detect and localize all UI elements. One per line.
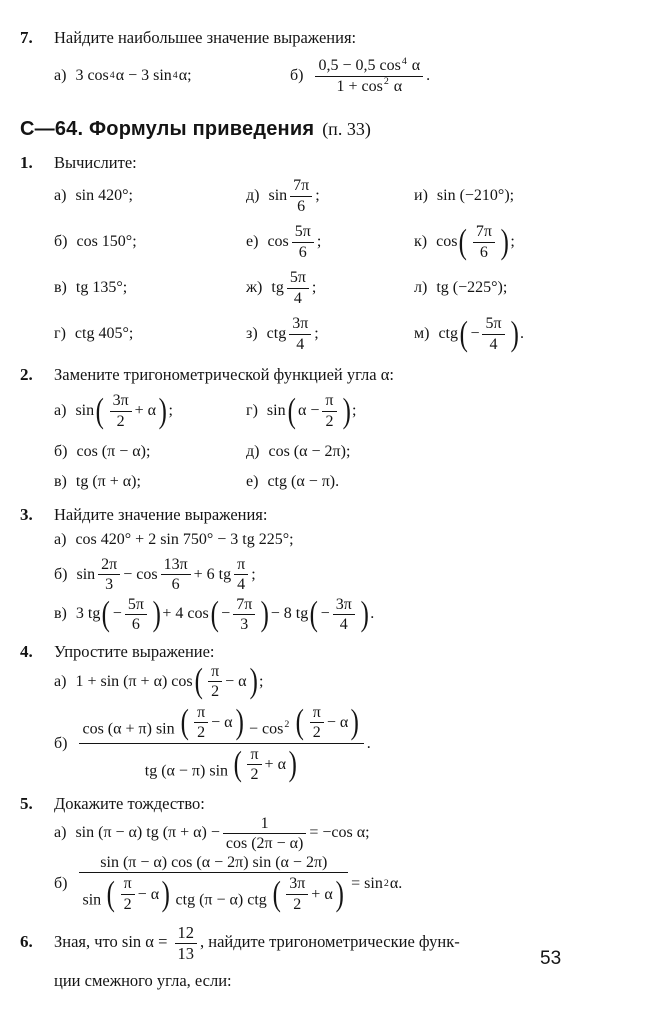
problem-row [54,219,612,265]
item-label: а) [54,672,67,690]
paren-content: − $\frac{5\pi}{6}$ [112,595,151,635]
fraction-denominator: 2 [194,722,208,741]
problem-title: Найдите наибольшее значение выражения: [54,28,357,47]
item-formula: cos (α − 2π); [268,443,351,460]
fraction [289,315,311,353]
paren-group [232,745,298,785]
fraction-denominator: 6 [290,196,312,215]
fraction [234,556,248,594]
problem-head [20,28,612,48]
item-formula: cos $\frac{5\pi}{6}$ ; [267,223,322,261]
item-label: в) [54,605,67,623]
problem-item [54,595,374,635]
fraction [110,392,132,430]
problem-item [246,268,414,308]
item-formula: cos (π − α); [76,443,151,460]
problem-item [54,67,290,85]
right-paren-icon: ) [152,594,161,633]
problem-title: Вычислите: [54,153,137,172]
right-paren-icon: ) [161,874,170,913]
problem-title: Найдите значение выражения: [54,505,268,524]
fraction-numerator: 3π [289,875,306,893]
section-title: С—64. Формулы приведения [20,118,315,140]
problem-row [54,173,612,219]
left-paren-icon: ( [287,391,296,430]
left-paren-icon: ( [101,594,111,633]
paren-group [294,703,360,743]
fraction [98,556,120,594]
item-formula: tg 135°; [75,279,128,296]
item-formula: ctg 405°; [74,325,134,342]
fraction-denominator: sin ( $\frac{\pi}{2}$ − α ) ctg (π − α) ctg ( $\frac{3\pi}{2}$ + α ) [79,872,348,914]
problem-body [54,173,612,357]
fraction-numerator: π [312,703,321,721]
fraction-denominator: cos (2π − α) [223,833,306,852]
problem-7 [20,28,612,104]
fraction-numerator: 5π [289,269,306,287]
item-formula: cos (α + π) sin ( $\frac{\pi}{2}$ − α ) − $\cos^2$ ( $\frac{\pi}{2}$ − α ) tg (α − π) sin ( $\frac{\pi}{2}$ + α ) . [76,702,370,786]
item-label: а) [54,402,67,419]
fraction [208,663,222,701]
problem-4 [20,642,612,786]
paren-content: − $\frac{3\pi}{4}$ [320,595,359,635]
left-paren-icon: ( [459,222,468,261]
item-formula: 3 tg ( − $\frac{5\pi}{6}$ ) + 4 cos ( − $\frac{7\pi}{3}$ ) − 8 tg ( − $\frac{3\pi}{4}$ ) . [75,594,375,633]
problem-number: 6. [20,932,33,952]
item-formula: ctg (α − π). [267,473,340,490]
problem-head [20,923,612,997]
fraction [233,596,255,634]
item-formula: sin $\frac{2\pi}{3}$ − cos $\frac{13\pi}{6}$ + 6 tg $\frac{\pi}{4}$ ; [76,556,256,594]
problem-row [54,311,612,357]
item-label: б) [54,233,68,250]
problem-title: Упростите выражение: [54,642,215,662]
left-paren-icon: ( [295,702,305,741]
problem-item [246,314,414,354]
section-note: (п. 33) [322,119,371,139]
problem-number: 4. [20,642,33,662]
problem-item [246,222,414,262]
fraction [482,315,504,353]
item-label: ж) [246,279,263,296]
item-formula: sin (−210°); [436,187,515,204]
fraction-numerator: 5π [127,595,144,613]
item-label: в) [54,279,67,296]
problem-row [54,48,612,104]
problem-row [54,702,612,786]
fraction-denominator: 3 [98,574,120,593]
problem-item [54,325,246,343]
fraction-denominator: 4 [333,614,355,633]
right-paren-icon: ) [260,594,270,633]
problem-3 [20,505,612,634]
fraction [121,875,135,913]
left-paren-icon: ( [194,662,203,701]
item-label: е) [246,473,259,490]
item-label: г) [246,402,258,419]
problem-number: 1. [20,153,33,172]
problem-item [246,473,339,491]
fraction [310,704,324,742]
fraction-denominator: 2 [286,894,308,913]
fraction [161,556,191,594]
paren-content [469,222,499,262]
problem-head [20,642,612,662]
fraction-denominator: tg (α − π) sin ( $\frac{\pi}{2}$ + α ) [79,743,363,785]
problem-row [54,662,612,702]
paren-content: $\frac{\pi}{2}$ − α [204,662,247,702]
item-label: б) [54,734,68,752]
item-label: и) [414,187,428,204]
item-label: б) [54,443,68,460]
item-formula: tg (π + α); [75,473,141,490]
fraction-numerator: π [123,875,132,893]
fraction-numerator: 5π [294,223,311,241]
paren-content: $\frac{\pi}{2}$ − α [117,874,160,914]
fraction-denominator: 2 [247,764,261,783]
problem-item [54,443,246,461]
right-paren-icon: ) [360,594,369,633]
paren-content: $\frac{\pi}{2}$ − α [306,703,349,743]
left-paren-icon: ( [180,702,189,741]
fraction-denominator: 13 [175,943,198,963]
fraction [322,392,336,430]
fraction-denominator: 4 [289,334,311,353]
problem-paragraph: Зная, что sin α = $\frac{12}{13}$ , найдите тригонометрические функ- ции смежного угла, если: [54,922,460,990]
problem-item [54,555,256,595]
item-label: в) [54,473,67,490]
paren-group [271,874,345,914]
problem-1 [20,153,612,357]
problem-row [54,265,612,311]
problem-head [20,505,612,525]
problem-row [54,467,612,497]
item-formula: $\frac{0,5 - 0,5 \cos^4 \alpha}{1 + \cos^2 \alpha}$ . [312,56,430,96]
item-formula: sin ( α − $\frac{\pi}{2}$ ) ; [266,391,357,430]
item-formula: 1 + sin (π + α) cos ( $\frac{\pi}{2}$ − α ) ; [75,662,264,701]
fraction-denominator: 2 [121,894,135,913]
superscript: 4 [401,55,407,67]
item-label: г) [54,325,66,342]
item-formula: sin (π − α) tg (π + α) − $\frac{1}{\cos (2\pi - \alpha)}$ = −cos α; [75,814,370,852]
item-formula: sin ( $\frac{3\pi}{2}$ + α ) ; [75,391,173,430]
problem-item [246,443,350,461]
fraction-numerator: π [237,556,246,573]
problem-item [54,853,402,915]
fraction [292,223,314,261]
paren-group [209,595,271,635]
problem-body [54,525,612,634]
paren-content: $\frac{\pi}{2}$ − α [190,703,233,743]
paren-content: $\frac{\pi}{2}$ + α [243,745,286,785]
item-formula: tg (−225°); [436,279,508,296]
left-paren-icon: ( [210,594,219,633]
problem-number: 3. [20,505,33,524]
problem-item [54,814,370,854]
problem-item [414,187,514,205]
problem-item [414,314,524,354]
problem-item [54,531,294,549]
fraction-numerator: 5π [485,315,502,333]
fraction [290,177,312,215]
fraction [223,815,306,853]
fraction-denominator: 6 [473,242,495,261]
paren-group [308,595,370,635]
problem-item [54,702,371,786]
paren-content: $\frac{3\pi}{2}$ + α [106,391,157,431]
item-label: к) [414,233,428,250]
problem-number: 5. [20,793,33,813]
fraction-numerator: 13π [163,556,188,573]
paren-group [100,595,162,635]
page-number: 53 [540,948,562,969]
right-paren-icon: ) [342,391,351,430]
fraction-numerator: 2π [101,556,118,573]
problem-row [54,595,612,635]
fraction-denominator: 4 [287,288,309,307]
problem-row [54,853,612,915]
paren-content: α − $\frac{\pi}{2}$ [297,391,340,431]
left-paren-icon: ( [95,391,104,430]
item-label: а) [54,67,67,84]
item-formula: tg $\frac{5\pi}{4}$ ; [271,269,317,307]
problem-item [414,279,507,297]
left-paren-icon: ( [309,594,319,633]
item-formula: cos 150°; [76,233,137,250]
fraction-numerator: 7π [475,223,492,241]
right-paren-icon: ) [350,702,360,741]
fraction-numerator: π [197,703,206,721]
item-label: б) [54,875,68,893]
fraction-denominator: 6 [292,242,314,261]
item-label: б) [54,565,68,583]
fraction-denominator: 4 [234,574,248,593]
fraction-denominator: 6 [125,614,147,633]
item-formula: cos ( $\frac{7\pi}{6}$ ) ; [436,222,515,261]
problem-body [54,48,612,104]
problem-item [54,233,246,251]
fraction [286,875,308,913]
fraction-numerator: 7π [293,177,310,195]
fraction-numerator: 3π [292,315,309,333]
item-formula: 3 cos 4 α − 3 sin 4 α; [75,67,192,84]
fraction-denominator: 2 [310,722,324,741]
right-paren-icon: ) [249,662,258,701]
problem-item [54,391,246,431]
item-formula: sin $\frac{7\pi}{6}$ ; [268,177,320,215]
left-paren-icon: ( [233,745,242,784]
fraction-numerator: π [325,392,334,410]
right-paren-icon: ) [235,702,244,741]
paren-group [179,703,245,743]
left-paren-icon: ( [459,314,468,353]
section-header [20,118,612,141]
paren-content: $\frac{3\pi}{2}$ + α [282,874,333,914]
fraction-denominator: 2 [110,411,132,430]
paren-group [286,391,352,431]
right-paren-icon: ) [158,391,167,430]
problem-item [54,279,246,297]
problem-item [54,662,263,702]
problem-item [246,176,414,216]
paren-content: − $\frac{5\pi}{4}$ [469,314,508,354]
problem-5 [20,794,612,915]
paren-group [105,874,171,914]
fraction [473,223,495,261]
fraction-denominator: 2 [322,411,336,430]
fraction-numerator: π [250,746,259,764]
fraction-denominator: 4 [482,334,504,353]
problem-head [20,365,612,385]
fraction-numerator: 3π [335,595,352,613]
paren-group [193,662,259,702]
item-formula: ctg ( − $\frac{5\pi}{4}$ ) . [438,314,525,353]
problem-item [414,222,515,262]
fraction-denominator: 3 [233,614,255,633]
item-formula: sin (π − α) cos (α − 2π) sin (α − 2π) sin ( $\frac{\pi}{2}$ − α ) ctg (π − α) ctg ( $\frac{3\pi}{2}$ + α ) = sin 2 α. [76,853,402,915]
paren-group [458,314,520,354]
fraction-numerator: 7π [236,595,253,613]
fraction-numerator: π [211,663,220,681]
problem-item [54,187,246,205]
left-paren-icon: ( [272,874,281,913]
right-paren-icon: ) [510,314,519,353]
item-label: а) [54,824,67,842]
content-blocks [20,28,612,997]
problem-row [54,555,612,595]
problem-title: Замените тригонометрической функцией угла α: [54,365,394,384]
fraction-denominator: 2 [208,681,222,700]
problem-row [54,385,612,437]
right-paren-icon: ) [335,874,344,913]
problem-row [54,814,612,854]
fraction [79,854,348,914]
fraction [125,596,147,634]
fraction-numerator: 1 [260,814,269,832]
problem-row [54,525,612,555]
fraction-numerator: sin (π − α) cos (α − 2π) sin (α − 2π) [100,854,328,872]
fraction-denominator: 6 [161,574,191,593]
fraction [287,269,309,307]
problem-number: 7. [20,28,33,47]
superscript: 2 [383,76,389,88]
item-label: д) [246,187,260,204]
problem-2 [20,365,612,497]
paren-content: − $\frac{7\pi}{3}$ [220,595,259,635]
fraction [79,703,363,785]
fraction-numerator: cos (α + π) sin ( $\frac{\pi}{2}$ − α ) − $\cos^2$ ( $\frac{\pi}{2}$ − α ) [82,702,360,741]
problem-number: 2. [20,365,33,384]
fraction [315,57,423,95]
fraction-numerator: 3π [112,392,129,410]
right-paren-icon: ) [500,222,509,261]
item-label: е) [246,233,259,250]
item-label: з) [246,325,258,342]
problem-6 [20,923,612,997]
item-formula: cos 420° + 2 sin 750° − 3 tg 225°; [75,531,294,548]
fraction [194,704,208,742]
superscript: 2 [284,718,290,730]
problem-row [54,437,612,467]
problem-head [20,794,612,814]
paren-group [94,391,168,431]
item-formula: sin 420°; [75,187,133,204]
item-label: д) [246,443,260,460]
problem-head [20,153,612,173]
fraction [247,746,261,784]
item-label: л) [414,279,428,296]
right-paren-icon: ) [288,745,297,784]
fraction [333,596,355,634]
fraction [175,924,198,963]
problem-item [290,56,430,96]
item-label: а) [54,187,67,204]
left-paren-icon: ( [106,874,115,913]
item-formula: ctg $\frac{3\pi}{4}$ ; [266,315,319,353]
problem-body [54,385,612,497]
fraction-numerator: 0,5 − 0,5 $\cos^4 \alpha$ [318,55,421,75]
problem-item [246,391,356,431]
problem-item [54,473,246,491]
fraction-denominator: $1 + \cos^2 \alpha$ [315,76,423,95]
fraction-numerator: 12 [177,922,195,942]
item-label: б) [290,67,304,84]
problem-body [54,814,612,915]
paren-group [457,222,510,262]
item-label: а) [54,531,67,548]
problem-body [54,662,612,786]
item-label: м) [414,325,430,342]
problem-title: Докажите тождество: [54,793,205,813]
